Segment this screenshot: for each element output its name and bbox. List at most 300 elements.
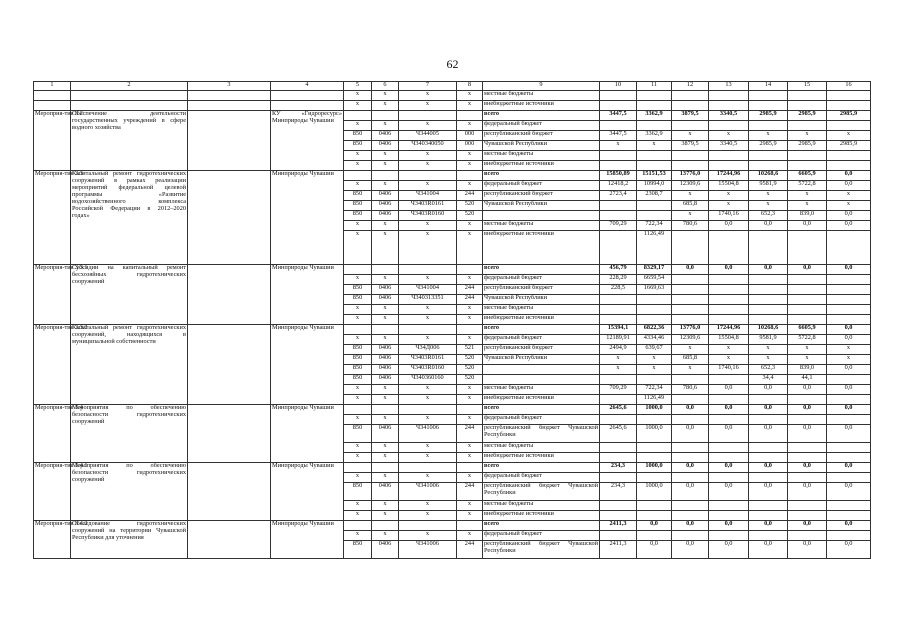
table-cell: x [672, 345, 709, 355]
table-cell: x [457, 305, 483, 315]
table-cell: 34,4 [749, 375, 788, 385]
table-cell [457, 521, 483, 531]
table-cell [709, 101, 749, 111]
table-cell: 0,0 [749, 221, 788, 231]
table-cell: 244 [457, 425, 483, 443]
table-cell: внебюджетные источники [483, 231, 600, 265]
table-cell [600, 531, 637, 541]
table-cell [600, 473, 637, 483]
table-cell: 8329,17 [637, 265, 672, 275]
table-cell [749, 511, 788, 521]
table-cell [749, 395, 788, 405]
table-cell: 2985,9 [788, 111, 827, 121]
table-cell: x [788, 201, 827, 211]
table-cell: 0,0 [827, 211, 871, 221]
table-cell: 0,0 [709, 221, 749, 231]
table-cell [637, 315, 672, 325]
table-cell: 0,0 [709, 385, 749, 395]
table-cell [709, 501, 749, 511]
table-cell: 520 [457, 365, 483, 375]
table-cell: всего [483, 405, 600, 415]
table-cell: 0406 [372, 375, 399, 385]
table-cell [788, 453, 827, 463]
table-cell [827, 305, 871, 315]
table-cell: 1126,49 [637, 395, 672, 405]
table-cell: 780,6 [672, 221, 709, 231]
table-cell: Ч3403R0161 [399, 355, 457, 365]
table-cell: 520 [457, 355, 483, 365]
table-cell: x [827, 201, 871, 211]
table-cell: 0,0 [672, 483, 709, 501]
table-cell [637, 443, 672, 453]
table-cell: Капитальный ремонт гидротехнических сооружений в рамках реализации мероприятий федеральной целевой программы «Развитие водохозяйственного комплекса Российской Федерации в 2012–2020 годах» [71, 171, 188, 265]
table-cell: 0,0 [827, 425, 871, 443]
table-cell: республиканский бюджет [483, 345, 600, 355]
table-cell [709, 295, 749, 305]
table-cell [637, 415, 672, 425]
table-cell: 0,0 [637, 541, 672, 559]
table-cell: Ч3403R0161 [399, 201, 457, 211]
table-cell [827, 473, 871, 483]
table-cell: республиканский бюджет [483, 131, 600, 141]
table-cell: 244 [457, 541, 483, 559]
table-cell: x [399, 101, 457, 111]
table-cell: Ч341006 [399, 541, 457, 559]
table-cell: Мероприятия по обеспечению безопасности гидротехнических сооружений [71, 463, 188, 521]
table-cell: 520 [457, 201, 483, 211]
table-cell: 234,3 [600, 483, 637, 501]
table-cell: 3362,9 [637, 111, 672, 121]
table-cell: x [344, 453, 372, 463]
table-cell: x [344, 91, 372, 101]
table-cell: 0,0 [709, 265, 749, 275]
table-cell [749, 121, 788, 131]
table-cell [709, 375, 749, 385]
table-cell [637, 121, 672, 131]
table-cell: 2411,3 [600, 521, 637, 531]
table-cell: 0,0 [672, 541, 709, 559]
table-cell [749, 453, 788, 463]
table-cell [600, 443, 637, 453]
table-cell [399, 111, 457, 121]
table-cell: x [344, 231, 372, 265]
table-cell: 1000,0 [637, 463, 672, 473]
table-cell [672, 101, 709, 111]
table-cell [788, 101, 827, 111]
table-cell [672, 443, 709, 453]
table-cell: x [457, 453, 483, 463]
table-cell: 0,0 [672, 463, 709, 473]
table-cell: x [788, 355, 827, 365]
table-cell: x [399, 453, 457, 463]
table-cell [749, 443, 788, 453]
table-cell: x [457, 531, 483, 541]
table-cell [749, 295, 788, 305]
table-cell: Ч340360160 [399, 375, 457, 385]
table-cell [749, 531, 788, 541]
table-cell: 5722,8 [788, 181, 827, 191]
table-cell: 850 [344, 285, 372, 295]
table-cell: x [827, 345, 871, 355]
table-cell: Чувашской Республики [483, 141, 600, 151]
table-cell [672, 375, 709, 385]
table-cell [637, 201, 672, 211]
table-cell: 0,0 [672, 265, 709, 275]
table-cell: 15394,1 [600, 325, 637, 335]
table-cell: x [457, 221, 483, 231]
table-cell [788, 415, 827, 425]
table-cell: 0406 [372, 191, 399, 201]
table-cell [749, 151, 788, 161]
table-cell: 000 [457, 131, 483, 141]
table-cell: 0,0 [709, 541, 749, 559]
table-cell: 15504,8 [709, 181, 749, 191]
table-cell [709, 473, 749, 483]
table-cell [827, 161, 871, 171]
table-cell: x [457, 91, 483, 101]
table-cell [672, 295, 709, 305]
table-cell [827, 275, 871, 285]
table-cell: 15151,53 [637, 171, 672, 181]
table-cell [709, 395, 749, 405]
column-header: 16 [827, 82, 871, 91]
table-cell: x [672, 131, 709, 141]
table-cell [672, 161, 709, 171]
table-cell [483, 365, 600, 375]
table-cell [749, 285, 788, 295]
table-cell: x [372, 385, 399, 395]
table-cell [637, 501, 672, 511]
table-cell: 0,0 [788, 265, 827, 275]
table-cell: Минприроды Чувашии [271, 325, 344, 405]
table-cell: 0,0 [672, 521, 709, 531]
table-cell [827, 121, 871, 131]
table-cell [672, 285, 709, 295]
table-cell [344, 405, 372, 415]
table-cell: 456,79 [600, 265, 637, 275]
table-cell: 244 [457, 483, 483, 501]
table-cell [34, 101, 71, 111]
table-cell [344, 171, 372, 181]
table-cell [344, 111, 372, 121]
table-cell [637, 453, 672, 463]
table-cell: 1669,63 [637, 285, 672, 295]
table-cell [672, 305, 709, 315]
table-cell: Капитальный ремонт гидротехнических сооружений, находящихся в муниципальной собственности [71, 325, 188, 405]
table-cell: 12309,6 [672, 181, 709, 191]
table-cell [399, 265, 457, 275]
table-cell: 0,0 [749, 521, 788, 531]
table-cell [672, 453, 709, 463]
table-cell [637, 375, 672, 385]
table-cell [71, 91, 188, 101]
table-cell [457, 111, 483, 121]
table-cell: x [457, 511, 483, 521]
table-cell: x [399, 181, 457, 191]
table-cell: 244 [457, 191, 483, 201]
table-cell [344, 463, 372, 473]
table-cell: 0,0 [749, 385, 788, 395]
table-cell: x [344, 531, 372, 541]
table-cell [788, 161, 827, 171]
header-row [34, 82, 871, 91]
table-cell: всего [483, 463, 600, 473]
table-cell: x [372, 305, 399, 315]
table-cell: 15504,8 [709, 335, 749, 345]
table-cell: 0,0 [709, 463, 749, 473]
table-cell: x [600, 141, 637, 151]
table-cell: x [457, 275, 483, 285]
table-cell: x [399, 473, 457, 483]
table-cell: 0,0 [672, 425, 709, 443]
table-cell [637, 161, 672, 171]
table-cell: x [399, 121, 457, 131]
column-header: 7 [399, 82, 457, 91]
table-row [34, 405, 871, 415]
table-cell: местные бюджеты [483, 443, 600, 453]
table-cell: 000 [457, 141, 483, 151]
table-cell: 1000,0 [637, 405, 672, 415]
table-cell: x [637, 365, 672, 375]
table-cell: 6822,36 [637, 325, 672, 335]
column-header: 2 [71, 82, 188, 91]
table-cell [188, 265, 271, 325]
table-cell [600, 511, 637, 521]
table-cell: 709,29 [600, 221, 637, 231]
table-cell: 228,5 [600, 285, 637, 295]
table-cell: федеральный бюджет [483, 121, 600, 131]
table-cell: 0,0 [788, 483, 827, 501]
table-cell: x [399, 275, 457, 285]
table-cell [483, 211, 600, 221]
column-header: 15 [788, 82, 827, 91]
table-cell: x [399, 231, 457, 265]
column-header: 10 [600, 82, 637, 91]
table-cell: x [372, 221, 399, 231]
table-row [34, 171, 871, 181]
table-cell: x [344, 501, 372, 511]
table-cell: 0,0 [709, 521, 749, 531]
table-cell: 13776,0 [672, 171, 709, 181]
table-cell: 12189,91 [600, 335, 637, 345]
table-row [34, 325, 871, 335]
table-cell [827, 315, 871, 325]
table-cell: x [457, 315, 483, 325]
table-cell [827, 531, 871, 541]
table-cell [827, 285, 871, 295]
table-cell: 0,0 [827, 385, 871, 395]
table-cell: Обеспечение деятельности государственных учреждений в сфере водного хозяйства [71, 111, 188, 171]
table-cell: 3879,5 [672, 111, 709, 121]
table-cell [749, 415, 788, 425]
table-cell [788, 395, 827, 405]
column-header: 13 [709, 82, 749, 91]
table-cell [672, 151, 709, 161]
table-cell: x [600, 365, 637, 375]
table-cell: Чувашской Республики [483, 355, 600, 365]
table-cell: 3447,5 [600, 111, 637, 121]
table-cell: 4334,46 [637, 335, 672, 345]
table-cell [600, 415, 637, 425]
table-cell: x [372, 395, 399, 405]
table-cell [637, 91, 672, 101]
table-cell: 0,0 [749, 541, 788, 559]
table-cell [637, 531, 672, 541]
table-cell: 44,1 [788, 375, 827, 385]
table-cell: всего [483, 265, 600, 275]
table-cell [637, 305, 672, 315]
table-cell [709, 121, 749, 131]
column-header: 5 [344, 82, 372, 91]
table-cell: x [344, 511, 372, 521]
table-cell: x [788, 345, 827, 355]
table-cell: Мероприя-тие 3.3 [34, 171, 71, 265]
table-cell: КУ «Гидроресурс» Минприроды Чувашии [271, 111, 344, 171]
table-cell: x [372, 231, 399, 265]
table-cell: внебюджетные источники [483, 453, 600, 463]
table-cell [749, 231, 788, 265]
table-cell: 0,0 [827, 335, 871, 345]
table-cell [637, 295, 672, 305]
table-cell: 6605,9 [788, 171, 827, 181]
table-cell: x [399, 335, 457, 345]
table-cell [600, 151, 637, 161]
table-row [34, 521, 871, 531]
table-cell: внебюджетные источники [483, 395, 600, 405]
table-cell: 0406 [372, 211, 399, 221]
table-cell [709, 275, 749, 285]
table-cell: Мероприятия по обеспечению безопасности гидротехнических сооружений [71, 405, 188, 463]
table-cell [827, 395, 871, 405]
table-cell [788, 231, 827, 265]
table-cell: 5722,8 [788, 335, 827, 345]
table-cell: 0,0 [672, 405, 709, 415]
table-cell: 9581,9 [749, 181, 788, 191]
table-cell: республиканский бюджет Чувашской Республики [483, 425, 600, 443]
table-cell [827, 501, 871, 511]
table-cell: x [372, 511, 399, 521]
table-cell [344, 521, 372, 531]
table-cell [672, 531, 709, 541]
table-cell: x [372, 315, 399, 325]
column-header: 6 [372, 82, 399, 91]
table-cell: 3362,9 [637, 131, 672, 141]
table-cell [483, 375, 600, 385]
table-row [34, 101, 871, 111]
table-cell: x [372, 415, 399, 425]
table-cell: x [372, 335, 399, 345]
table-cell: 0,0 [749, 463, 788, 473]
table-cell: внебюджетные источники [483, 161, 600, 171]
table-cell: x [749, 201, 788, 211]
table-cell [399, 171, 457, 181]
table-cell [188, 101, 271, 111]
table-cell [709, 231, 749, 265]
table-cell: x [399, 501, 457, 511]
table-cell: x [457, 443, 483, 453]
table-cell: 685,8 [672, 355, 709, 365]
table-cell [709, 315, 749, 325]
table-cell: 234,3 [600, 463, 637, 473]
table-cell: 3340,5 [709, 141, 749, 151]
table-cell: местные бюджеты [483, 221, 600, 231]
table-cell [709, 511, 749, 521]
table-cell [709, 453, 749, 463]
table-cell: 2985,9 [749, 111, 788, 121]
table-cell: 850 [344, 345, 372, 355]
table-cell: 1000,0 [637, 483, 672, 501]
table-cell: 10994,0 [637, 181, 672, 191]
table-cell: 6659,54 [637, 275, 672, 285]
table-cell [749, 91, 788, 101]
table-cell: x [372, 275, 399, 285]
table-cell: 1000,0 [637, 425, 672, 443]
table-cell: 850 [344, 355, 372, 365]
table-cell: Ч340313351 [399, 295, 457, 305]
column-header: 8 [457, 82, 483, 91]
table-cell [827, 453, 871, 463]
table-cell: x [399, 305, 457, 315]
table-cell: 0406 [372, 141, 399, 151]
table-cell: x [372, 181, 399, 191]
table-cell [600, 453, 637, 463]
table-cell [457, 405, 483, 415]
table-cell: x [672, 211, 709, 221]
table-cell: 0406 [372, 365, 399, 375]
table-cell [600, 91, 637, 101]
table-cell: Ч3403R0160 [399, 365, 457, 375]
table-cell: x [600, 355, 637, 365]
table-cell [827, 375, 871, 385]
table-cell: 839,0 [788, 211, 827, 221]
table-cell: x [457, 385, 483, 395]
table-cell: x [399, 161, 457, 171]
table-cell: 0,0 [827, 521, 871, 531]
table-cell: 0406 [372, 483, 399, 501]
table-cell: 0,0 [788, 541, 827, 559]
table-cell: x [399, 395, 457, 405]
table-cell: 10268,6 [749, 325, 788, 335]
table-cell: x [457, 335, 483, 345]
table-cell: 652,3 [749, 365, 788, 375]
table-cell [637, 151, 672, 161]
table-cell: Минприроды Чувашии [271, 521, 344, 559]
table-cell [600, 315, 637, 325]
table-cell: 0,0 [827, 405, 871, 415]
table-cell [709, 531, 749, 541]
table-cell: 2985,9 [827, 141, 871, 151]
table-cell [709, 91, 749, 101]
table-cell: 850 [344, 201, 372, 211]
table-cell: 850 [344, 365, 372, 375]
table-row [34, 111, 871, 121]
table-cell [672, 511, 709, 521]
table-cell [600, 101, 637, 111]
table-row [34, 265, 871, 275]
table-cell: Чувашской Республики [483, 295, 600, 305]
table-cell [188, 325, 271, 405]
table-cell [827, 151, 871, 161]
table-cell [672, 501, 709, 511]
table-cell: 839,0 [788, 365, 827, 375]
column-header: 1 [34, 82, 71, 91]
table-row [34, 91, 871, 101]
table-cell [271, 101, 344, 111]
table-cell [372, 265, 399, 275]
table-cell: федеральный бюджет [483, 415, 600, 425]
table-cell [600, 295, 637, 305]
table-cell: 685,8 [672, 201, 709, 211]
